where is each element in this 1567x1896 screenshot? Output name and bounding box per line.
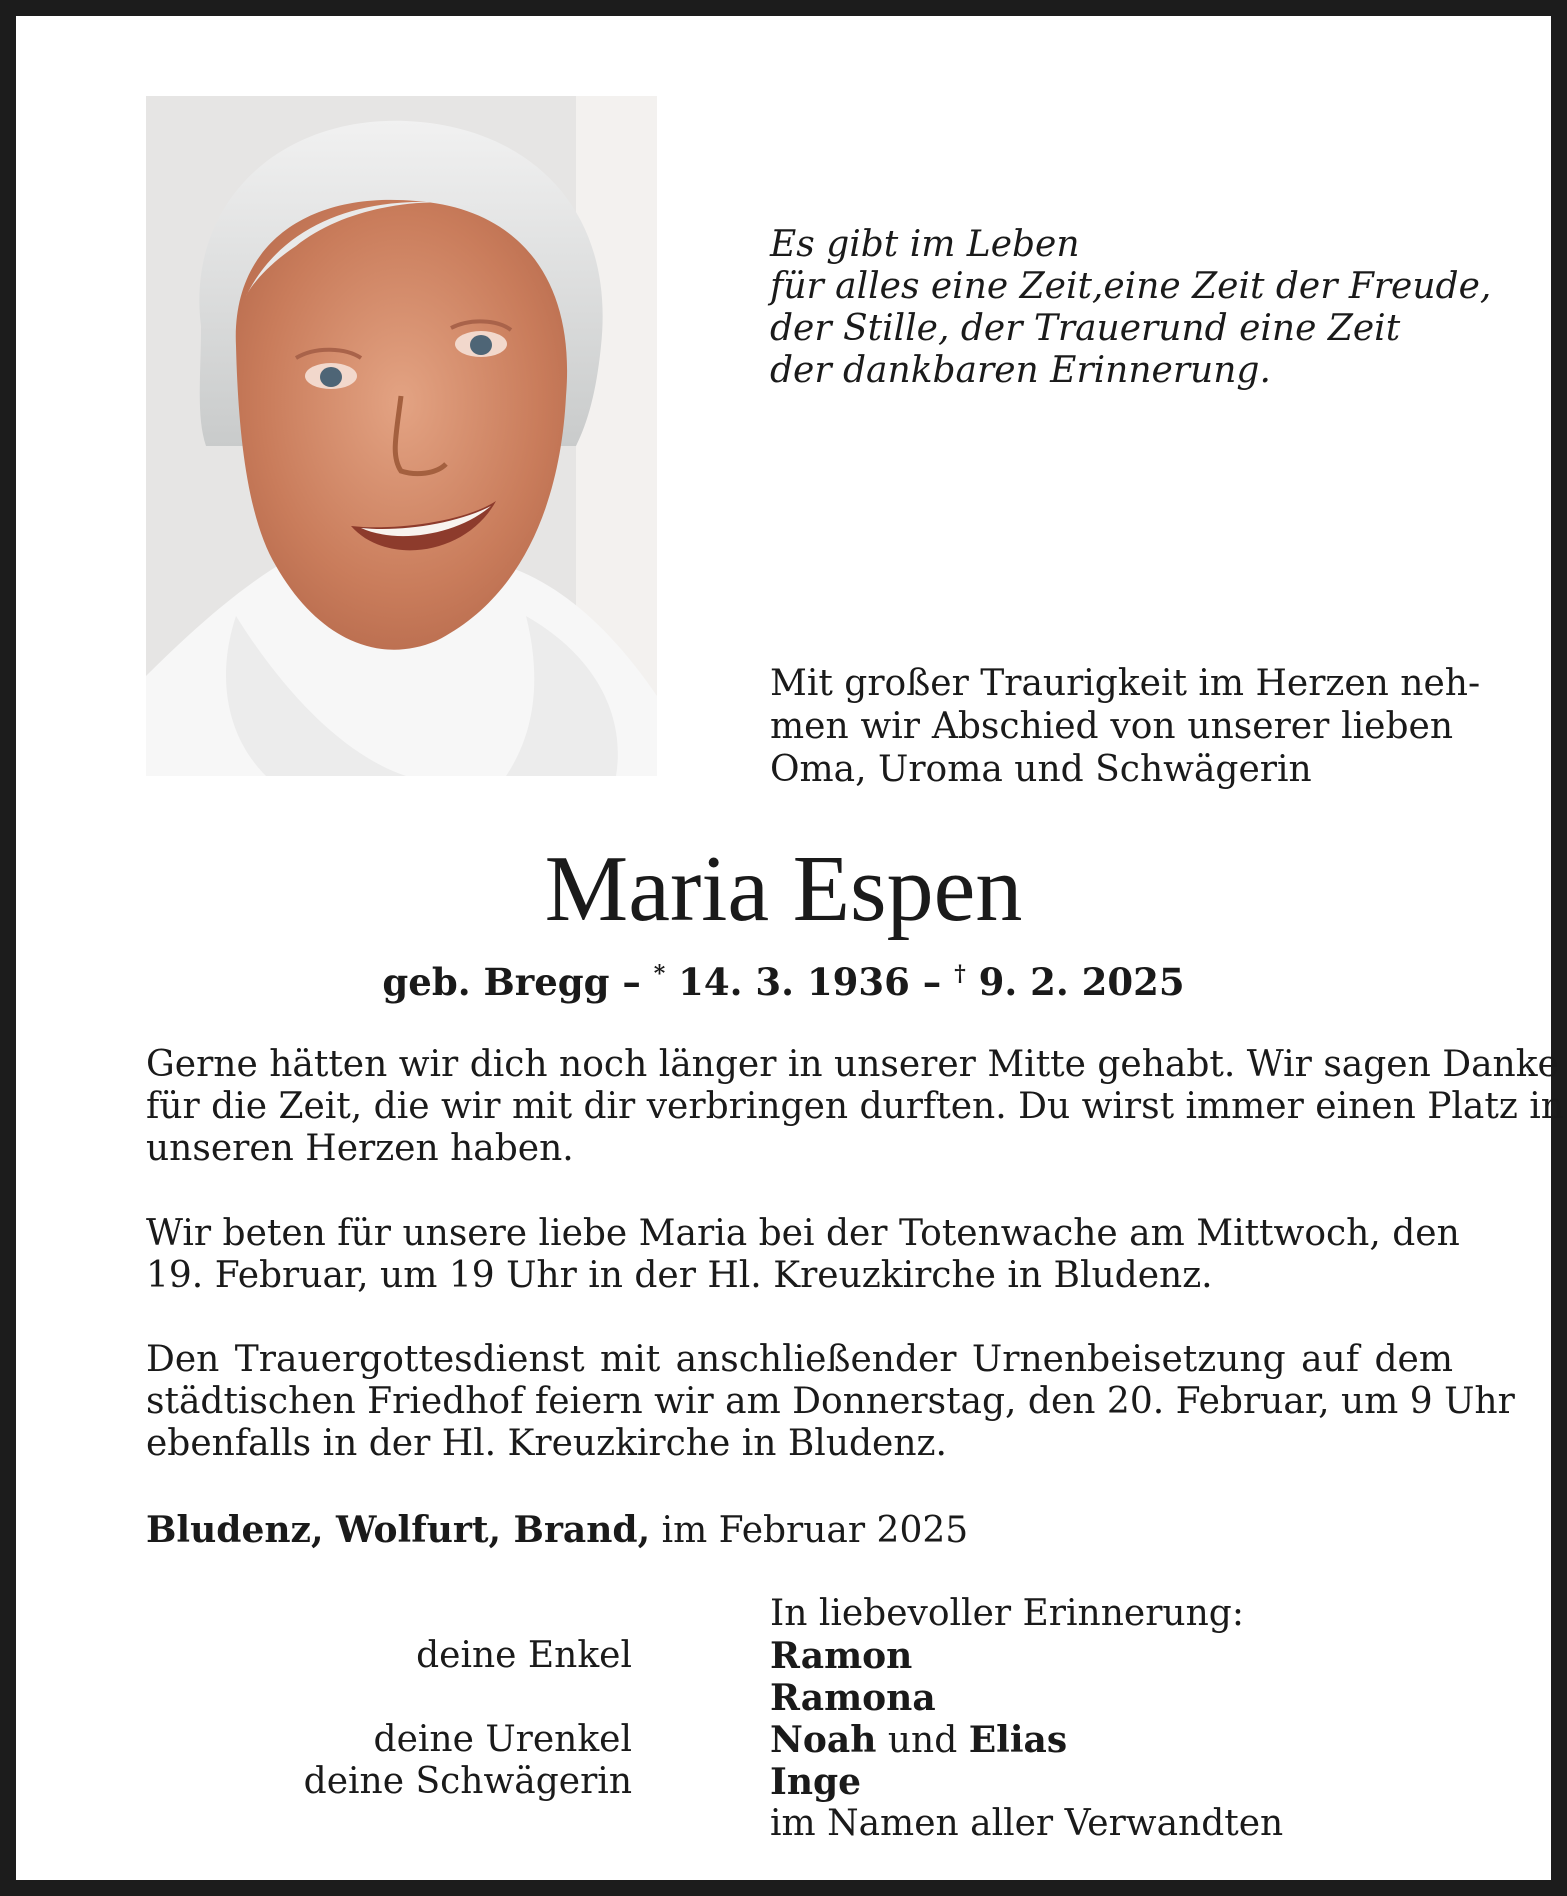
vigil-paragraph [146,1213,1460,1297]
place-date: im Februar 2025 [650,1510,969,1551]
family-row-great-grandchildren [146,1719,1453,1761]
conjunction: und [876,1720,969,1761]
birth-name: geb. Bregg [382,960,610,1004]
separator: – [609,960,654,1004]
relatives-line: im Namen aller Verwandten [770,1803,1284,1844]
portrait-photo [146,96,657,776]
intro-line: Mit großer Traurigkeit im Herzen neh- [770,663,1481,704]
portrait-illustration [146,96,657,776]
closing-line: In liebevoller Erinnerung: [770,1593,1244,1634]
relation-label: deine Enkel [416,1635,632,1676]
poem-line: für alles eine Zeit,eine Zeit der Freude, [770,266,1492,307]
family-names [770,1719,1067,1762]
thanks-paragraph [146,1044,1564,1170]
intro-text [770,662,1481,791]
place-and-date [146,1509,968,1552]
place-towns: Bludenz, Wolfurt, Brand, [146,1509,651,1551]
poem [770,224,1492,392]
birth-symbol: * [653,961,666,987]
death-symbol: † [954,961,966,987]
family-row-grandchild-2 [146,1677,1453,1719]
intro-line: Oma, Uroma und Schwägerin [770,749,1312,790]
family-row-sister-in-law [146,1761,1453,1803]
paragraph-line: Gerne hätten wir dich noch länger in unserer Mitte gehabt. Wir sagen Danke [146,1044,1559,1085]
family-name: Noah [770,1719,877,1761]
poem-line: Es gibt im Leben [770,224,1080,265]
relation-label: deine Urenkel [373,1719,632,1760]
intro-line: men wir Abschied von unserer lieben [770,706,1453,747]
paragraph-line: ebenfalls in der Hl. Kreuzkirche in Bludenz. [146,1423,947,1464]
family-name: Ramona [770,1677,936,1719]
paragraph-line: unseren Herzen haben. [146,1128,574,1169]
poem-line: der Stille, der Trauerund eine Zeit [770,308,1401,349]
poem-line: der dankbaren Erinnerung. [770,350,1271,391]
paragraph-line: städtischen Friedhof feiern wir am Donnerstag, den 20. Februar, um 9 Uhr [146,1381,1515,1422]
deceased-name: Maria Espen [544,837,1023,941]
paragraph-line: Den Trauergottesdienst mit anschließender Urnenbeisetzung auf dem [146,1339,1453,1380]
life-dates [16,960,1551,1004]
funeral-paragraph [146,1339,1515,1465]
family-row-grandchildren [146,1635,1453,1677]
family-name: Inge [770,1761,862,1803]
relation-label: deine Schwägerin [303,1761,632,1802]
paragraph-line: 19. Februar, um 19 Uhr in der Hl. Kreuzkirche in Bludenz. [146,1255,1213,1296]
death-date: 9. 2. 2025 [965,960,1185,1004]
separator: – [909,960,955,1004]
family-name: Elias [968,1719,1068,1761]
family-row-relatives [146,1803,1453,1845]
paragraph-line: für die Zeit, die wir mit dir verbringen durften. Du wirst immer einen Platz in [146,1086,1564,1127]
birth-date: 14. 3. 1936 [665,960,910,1004]
family-name: Ramon [770,1635,913,1677]
paragraph-line: Wir beten für unsere liebe Maria bei der Totenwache am Mittwoch, den [146,1213,1460,1254]
